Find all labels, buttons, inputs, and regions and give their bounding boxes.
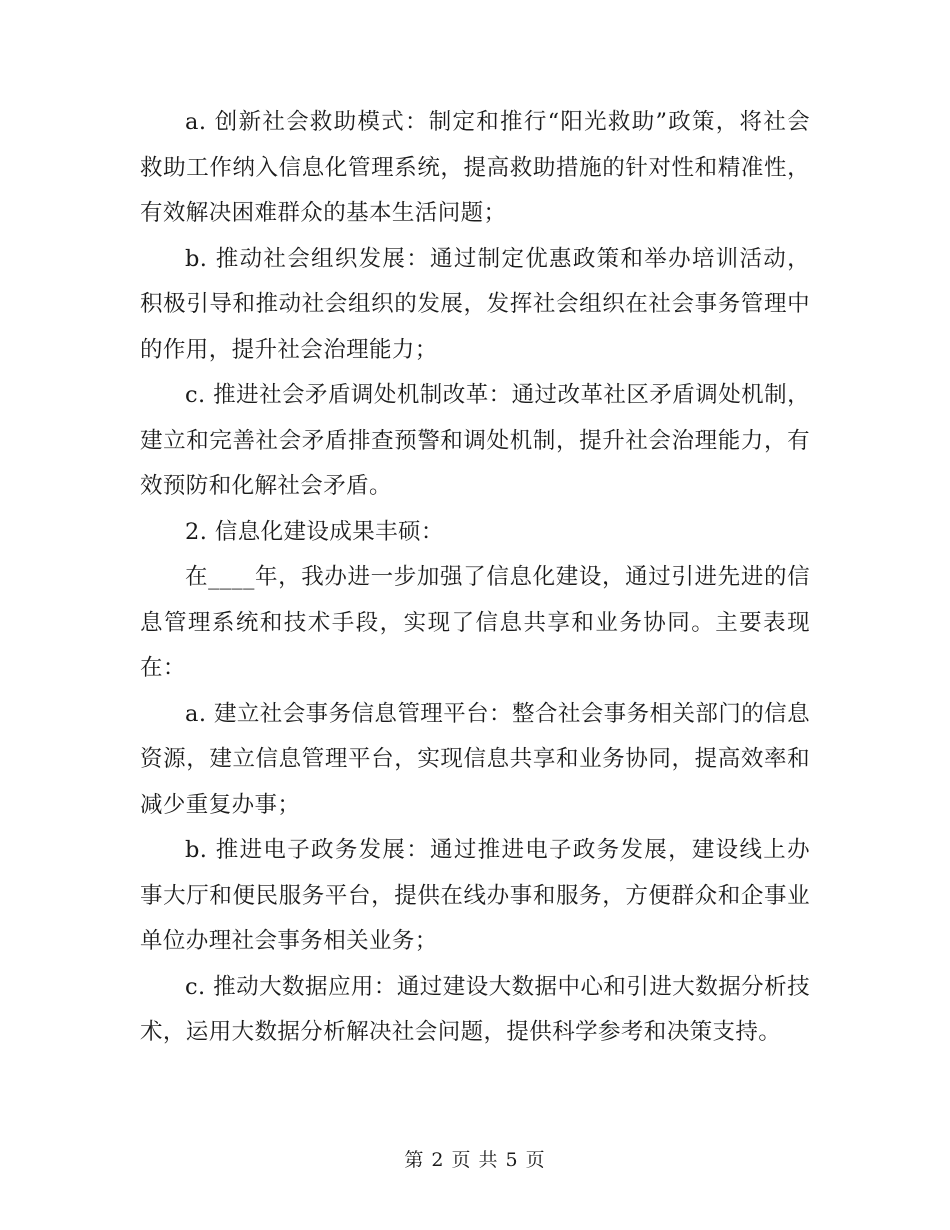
section-heading-informatization: 2. 信息化建设成果丰硕： — [185, 518, 444, 545]
paragraph-c-big-data: c. 推动大数据应用：通过建设大数据中心和引进大数据分析技术，运用大数据分析解决社会问题，提供科学参考和决策支持。 — [140, 973, 810, 1045]
paragraph-informatization-intro: 在____年，我办进一步加强了信息化建设，通过引进先进的信息管理系统和技术手段，实现了信息共享和业务协同。主要表现在： — [140, 564, 810, 681]
paragraph-a-social-assistance: a. 创新社会救助模式：制定和推行“阳光救助”政策，将社会救助工作纳入信息化管理系统，提高救助措施的针对性和精准性，有效解决困难群众的基本生活问题； — [140, 109, 810, 226]
paragraph-b-e-government: b. 推进电子政务发展：通过推进电子政务发展，建设线上办事大厅和便民服务平台，提供在线办事和服务，方便群众和企事业单位办理社会事务相关业务； — [140, 837, 810, 954]
document-body — [140, 100, 810, 1056]
paragraph-b-social-organizations: b. 推动社会组织发展：通过制定优惠政策和举办培训活动，积极引导和推动社会组织的发展，发挥社会组织在社会事务管理中的作用，提升社会治理能力； — [140, 245, 810, 363]
paragraph-a-info-platform: a. 建立社会事务信息管理平台：整合社会事务相关部门的信息资源，建立信息管理平台，实现信息共享和业务协同，提高效率和减少重复办事； — [140, 700, 810, 818]
paragraph-c-conflict-mediation: c. 推进社会矛盾调处机制改革：通过改革社区矛盾调处机制，建立和完善社会矛盾排查预警和调处机制，提升社会治理能力，有效预防和化解社会矛盾。 — [140, 382, 810, 499]
page-number-footer: 第 2 页 共 5 页 — [404, 1149, 546, 1171]
